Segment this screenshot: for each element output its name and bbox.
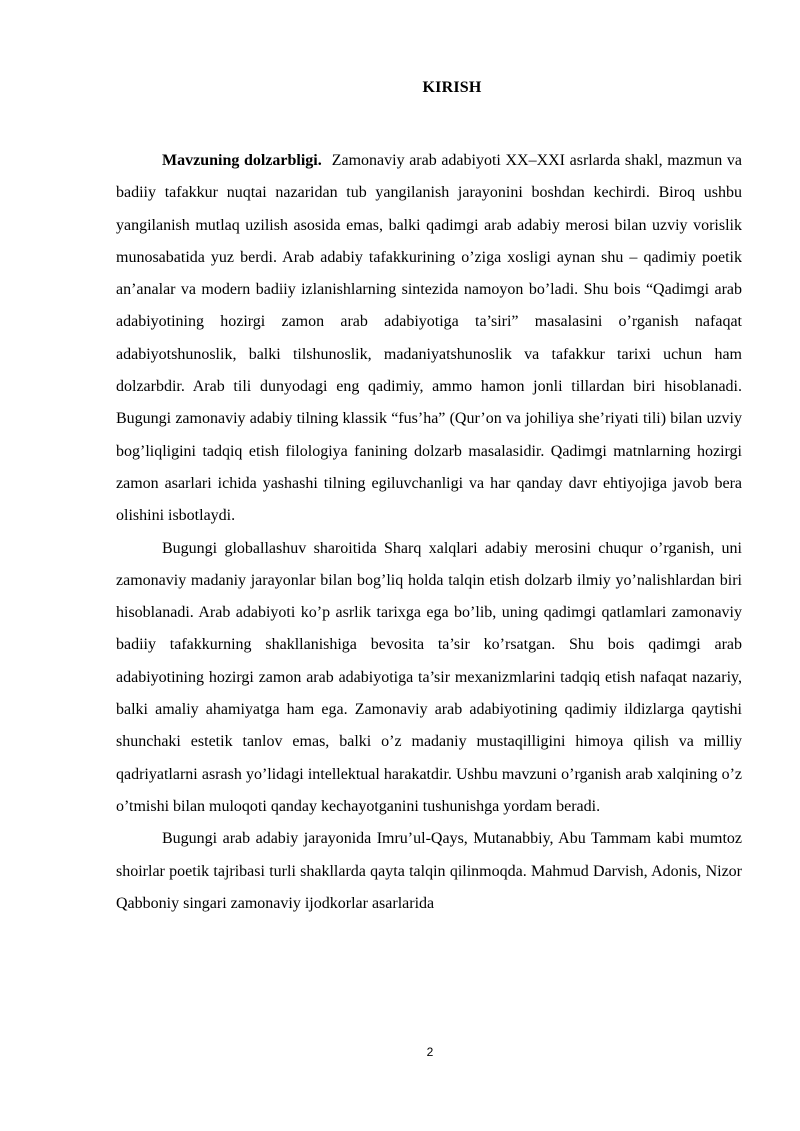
body-text (116, 145, 742, 920)
paragraph-2-text: Bugungi globallashuv sharoitida Sharq xalqlari adabiy merosini chuqur o’rganish, uni zamonaviy madaniy jarayonlar bilan bog’liq holda talqin etish dolzarb ilmiy yo’nalishlardan biri hisoblanadi. Arab adabiyoti ko’p asrlik tarixga ega bo’lib, uning qadimgi qatlamlari zamonaviy badiiy tafakkurning shakllanishiga bevosita ta’sir ko’rsatgan. Shu bois qadimgi arab adabiyotining hozirgi zamon arab adabiyotiga ta’sir mexanizmlarini tadqiq etish nafaqat nazariy, balki amaliy ahamiyatga ham ega. Zamonaviy arab adabiyotining qadimiy ildizlarga qaytishi shunchaki estetik tanlov emas, balki o’z madaniy mustaqilligini himoya qilish va milliy qadriyatlarni asrash yo’lidagi intellektual harakatdir. Ushbu mavzuni o’rganish arab xalqining o’z o’tmishi bilan muloqoti qanday kechayotganini tushunishga yordam beradi. (116, 539, 742, 815)
page-number: 2 (426, 1045, 434, 1059)
paragraph-3 (116, 823, 742, 920)
paragraph-3-text: Bugungi arab adabiy jarayonida Imru’ul-Qays, Mutanabbiy, Abu Tammam kabi mumtoz shoirlar poetik tajribasi turli shakllarda qayta talqin qilinmoqda. Mahmud Darvish, Adonis, Nizor Qabboniy singari zamonaviy ijodkorlar asarlarida (116, 830, 742, 912)
paragraph-2 (116, 533, 742, 824)
paragraph-1-text: Zamonaviy arab adabiyoti XX–XXI asrlarda shakl, mazmun va badiiy tafakkur nuqtai nazaridan tub yangilanish jarayonini boshdan kechirdi. Biroq ushbu yangilanish mutlaq uzilish asosida emas, balki qadimgi arab adabiy merosi bilan uzviy vorislik munosabatida yuz berdi. Arab adabiy tafakkurining o’ziga xosligi aynan shu – qadimiy poetik an’analar va modern badiiy izlanishlarning sintezida namoyon bo’ladi. Shu bois “Qadimgi arab adabiyotining hozirgi zamon arab adabiyotiga ta’siri” masalasini o’rganish nafaqat adabiyotshunoslik, balki tilshunoslik, madaniyatshunoslik va tafakkur tarixi uchun ham dolzarbdir. Arab tili dunyodagi eng qadimiy, ammo hamon jonli tillardan biri hisoblanadi. Bugungi zamonaviy adabiy tilning klassik “fus’ha” (Qur’on va johiliya she’riyati tili) bilan uzviy bog’liqligini tadqiq etish filologiya fanining dolzarb masalasidir. Qadimgi matnlarning hozirgi zamon asarlari ichida yashashi tilning egiluvchanligi va har qanday davr ehtiyojiga javob bera olishini isbotlaydi. (116, 152, 743, 525)
paragraph-1 (116, 145, 742, 533)
paragraph-lead-heading: Mavzuning dolzarbligi. (162, 152, 322, 169)
page-title: KIRISH (422, 79, 482, 96)
